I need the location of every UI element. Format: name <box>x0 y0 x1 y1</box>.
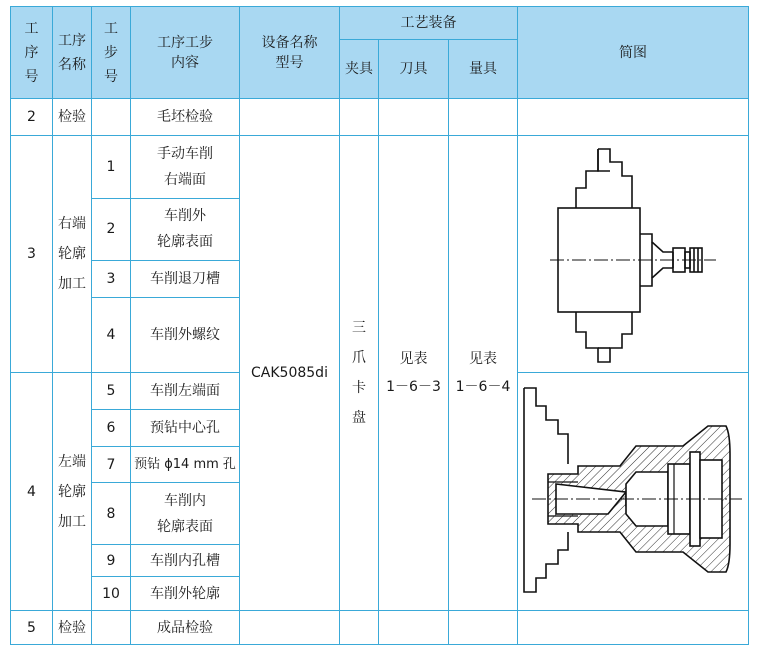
step-no: 7 <box>92 447 131 483</box>
op-seq: 3 <box>11 136 53 373</box>
step-no: 4 <box>92 298 131 373</box>
table-row <box>11 136 749 199</box>
step-no: 3 <box>92 261 131 298</box>
op-name: 右端 轮廓 加工 <box>53 136 92 373</box>
sketch-right-end <box>518 136 749 373</box>
step-content: 毛坯检验 <box>131 99 240 136</box>
step-no: 8 <box>92 483 131 545</box>
step-no <box>92 611 131 645</box>
op-name: 左端 轮廓 加工 <box>53 373 92 611</box>
op-seq: 5 <box>11 611 53 645</box>
equipment-machine: CAK5085di <box>240 136 340 611</box>
header-cutter: 刀具 <box>379 40 449 99</box>
op-name: 检验 <box>53 99 92 136</box>
right-end-turning-drawing <box>518 136 749 372</box>
cutter-cell <box>379 611 449 645</box>
cutter-cell <box>379 99 449 136</box>
process-card-table <box>10 6 749 645</box>
sketch-left-end <box>518 373 749 611</box>
step-content: 预钻 ϕ14 mm 孔 <box>131 447 240 483</box>
gauge-value: 见表 1－6－4 <box>449 136 518 611</box>
op-seq: 4 <box>11 373 53 611</box>
fixture-value: 三爪卡盘 <box>340 136 379 611</box>
step-content: 成品检验 <box>131 611 240 645</box>
header-content: 工序工步 内容 <box>131 7 240 99</box>
step-content: 车削外轮廓 <box>131 577 240 611</box>
header-name: 工序名称 <box>53 7 92 99</box>
step-content: 车削内孔槽 <box>131 545 240 577</box>
step-no: 6 <box>92 410 131 447</box>
table-row <box>11 611 749 645</box>
step-no: 2 <box>92 198 131 261</box>
step-no: 1 <box>92 136 131 199</box>
step-content: 车削外螺纹 <box>131 298 240 373</box>
fixture-cell <box>340 611 379 645</box>
step-no: 5 <box>92 373 131 410</box>
table-row <box>11 99 749 136</box>
step-content: 车削外 轮廓表面 <box>131 198 240 261</box>
step-no: 10 <box>92 577 131 611</box>
header-step: 工步号 <box>92 7 131 99</box>
header-tooling: 工艺装备 <box>340 7 518 40</box>
step-content: 预钻中心孔 <box>131 410 240 447</box>
step-no <box>92 99 131 136</box>
equipment-cell <box>240 99 340 136</box>
header-equipment: 设备名称 型号 <box>240 7 340 99</box>
op-seq: 2 <box>11 99 53 136</box>
step-content: 手动车削 右端面 <box>131 136 240 199</box>
cutter-value: 见表 1－6－3 <box>379 136 449 611</box>
step-no: 9 <box>92 545 131 577</box>
step-content: 车削退刀槽 <box>131 261 240 298</box>
sketch-cell <box>518 99 749 136</box>
gauge-cell <box>449 611 518 645</box>
sketch-cell <box>518 611 749 645</box>
left-end-turning-drawing <box>518 374 749 610</box>
header-seq: 工序号 <box>11 7 53 99</box>
gauge-cell <box>449 99 518 136</box>
fixture-cell <box>340 99 379 136</box>
step-content: 车削左端面 <box>131 373 240 410</box>
step-content: 车削内 轮廓表面 <box>131 483 240 545</box>
header-gauge: 量具 <box>449 40 518 99</box>
header-sketch: 简图 <box>518 7 749 99</box>
op-name: 检验 <box>53 611 92 645</box>
equipment-cell <box>240 611 340 645</box>
header-fixture: 夹具 <box>340 40 379 99</box>
